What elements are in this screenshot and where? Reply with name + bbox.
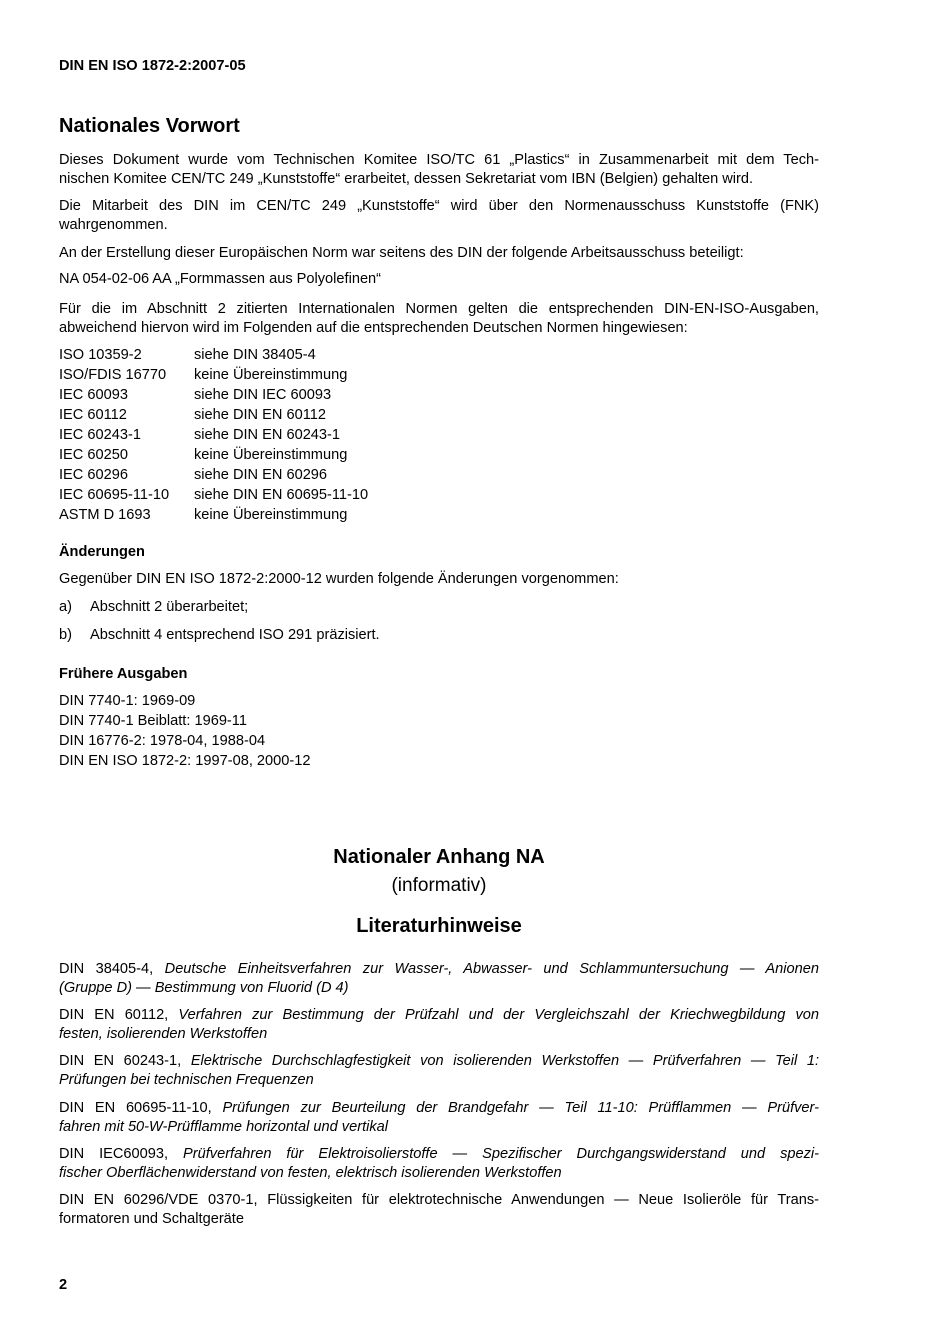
annex-subtitle: (informativ) [391, 875, 487, 896]
reference-title: Prüfungen zur Beurteilung der Brandgefahr — Teil 11-10: Prüfflammen — Prüfver- [222, 1100, 819, 1116]
reference-entry [59, 1191, 819, 1210]
german-equivalent: siehe DIN EN 60112 [194, 407, 326, 423]
reference-title: Prüfverfahren für Elektroisolierstoffe — Spezifischer Durchgangswiderstand und spezi- [183, 1146, 819, 1162]
international-standard: ASTM D 1693 [59, 507, 151, 523]
reference-title: Elektrische Durchschlagfestigkeit von isolierenden Werkstoffen — Prüfverfahren — Teil 1: [190, 1053, 820, 1069]
paragraph-line: An der Erstellung dieser Europäischen Norm war seitens des DIN der folgende Arbeitsausschuss beteiligt: [59, 245, 744, 261]
reference-entry [59, 1145, 819, 1164]
table-row [59, 386, 332, 405]
international-standard: IEC 60695-11-10 [59, 487, 170, 503]
international-standard: IEC 60243-1 [59, 427, 141, 443]
german-equivalent: siehe DIN IEC 60093 [194, 387, 332, 403]
list-label: a) [59, 599, 72, 615]
german-equivalent: siehe DIN EN 60695-11-10 [194, 487, 369, 503]
international-standard: ISO 10359-2 [59, 347, 142, 363]
reference-title: Deutsche Einheitsverfahren zur Wasser-, Abwasser- und Schlammuntersuchung — Anionen [164, 961, 819, 977]
changes-heading: Änderungen [59, 544, 145, 560]
german-equivalent: siehe DIN 38405-4 [194, 347, 316, 363]
list-item [59, 626, 380, 645]
reference-code: DIN EN 60243-1, [59, 1053, 191, 1069]
paragraph-line: Dieses Dokument wurde vom Technischen Komitee ISO/TC 61 „Plastics“ in Zusammenarbeit mit dem Tech- [59, 152, 819, 168]
list-item [59, 598, 249, 617]
reference-code: DIN IEC60093, [59, 1146, 184, 1162]
table-row [59, 466, 328, 485]
reference-title-continued: Prüfungen bei technischen Frequenzen [59, 1072, 314, 1088]
table-row [59, 346, 316, 365]
international-standard: IEC 60250 [59, 447, 128, 463]
reference-title: Flüssigkeiten für elektrotechnische Anwendungen — Neue Isolieröle für Trans- [267, 1192, 820, 1208]
bibliography-title: Literaturhinweise [356, 915, 522, 937]
reference-title-continued: (Gruppe D) — Bestimmung von Fluorid (D 4) [59, 980, 349, 996]
reference-entry [59, 1052, 819, 1071]
list-text: Abschnitt 2 überarbeitet; [90, 599, 249, 615]
paragraph-line: nischen Komitee CEN/TC 249 „Kunststoffe“ erarbeitet, dessen Sekretariat vom IBN (Belgien) gehalten wird. [59, 171, 754, 187]
paragraph-line: wahrgenommen. [59, 217, 168, 233]
international-standard: IEC 60296 [59, 467, 128, 483]
reference-code: DIN EN 60296/VDE 0370-1, [59, 1192, 268, 1208]
table-row [59, 506, 348, 525]
list-item: DIN EN ISO 1872-2: 1997-08, 2000-12 [59, 753, 311, 769]
german-equivalent: siehe DIN EN 60243-1 [194, 427, 341, 443]
list-label: b) [59, 627, 72, 643]
reference-entry [59, 1099, 819, 1118]
reference-title-continued: fischer Oberflächenwiderstand von festen, elektrisch isolierenden Werkstoffen [59, 1165, 562, 1181]
page-number: 2 [59, 1277, 68, 1293]
list-text: Abschnitt 4 entsprechend ISO 291 präzisiert. [90, 627, 380, 643]
paragraph-line: abweichend hiervon wird im Folgenden auf die entsprechenden Deutschen Normen hingewiesen: [59, 320, 688, 336]
previous-editions-heading: Frühere Ausgaben [59, 666, 188, 682]
list-item: DIN 7740-1 Beiblatt: 1969-11 [59, 713, 247, 729]
annex-title: Nationaler Anhang NA [333, 846, 545, 868]
reference-title: Verfahren zur Bestimmung der Prüfzahl und der Vergleichszahl der Kriechwegbildung von [178, 1007, 819, 1023]
reference-code: DIN 38405-4, [59, 961, 165, 977]
paragraph-line: Die Mitarbeit des DIN im CEN/TC 249 „Kunststoffe“ wird über den Normenausschuss Kunststoffe (FNK) [59, 198, 819, 214]
changes-intro: Gegenüber DIN EN ISO 1872-2:2000-12 wurden folgende Änderungen vorgenommen: [59, 571, 619, 587]
reference-code: DIN EN 60112, [59, 1007, 179, 1023]
international-standard: ISO/FDIS 16770 [59, 367, 167, 383]
international-standard: IEC 60093 [59, 387, 128, 403]
paragraph-line: NA 054-02-06 AA „Formmassen aus Polyolefinen“ [59, 271, 382, 287]
reference-entry [59, 960, 819, 979]
reference-title-continued: festen, isolierenden Werkstoffen [59, 1026, 268, 1042]
table-row [59, 426, 341, 445]
table-row [59, 406, 326, 425]
reference-title-continued: fahren mit 50-W-Prüfflamme horizontal und vertikal [59, 1119, 389, 1135]
table-row [59, 446, 348, 465]
paragraph-line: Für die im Abschnitt 2 zitierten Internationalen Normen gelten die entsprechenden DIN-EN-ISO-Ausgaben, [59, 301, 819, 317]
german-equivalent: keine Übereinstimmung [194, 447, 348, 463]
list-item: DIN 16776-2: 1978-04, 1988-04 [59, 733, 266, 749]
list-item: DIN 7740-1: 1969-09 [59, 693, 196, 709]
german-equivalent: keine Übereinstimmung [194, 367, 348, 383]
reference-entry [59, 1006, 819, 1025]
german-equivalent: keine Übereinstimmung [194, 507, 348, 523]
reference-title-continued: formatoren und Schaltgeräte [59, 1211, 244, 1227]
section-title-vorwort: Nationales Vorwort [59, 115, 240, 137]
document-id-header: DIN EN ISO 1872-2:2007-05 [59, 58, 246, 74]
international-standard: IEC 60112 [59, 407, 127, 423]
german-equivalent: siehe DIN EN 60296 [194, 467, 328, 483]
reference-code: DIN EN 60695-11-10, [59, 1100, 223, 1116]
table-row [59, 366, 348, 385]
table-row [59, 486, 369, 505]
